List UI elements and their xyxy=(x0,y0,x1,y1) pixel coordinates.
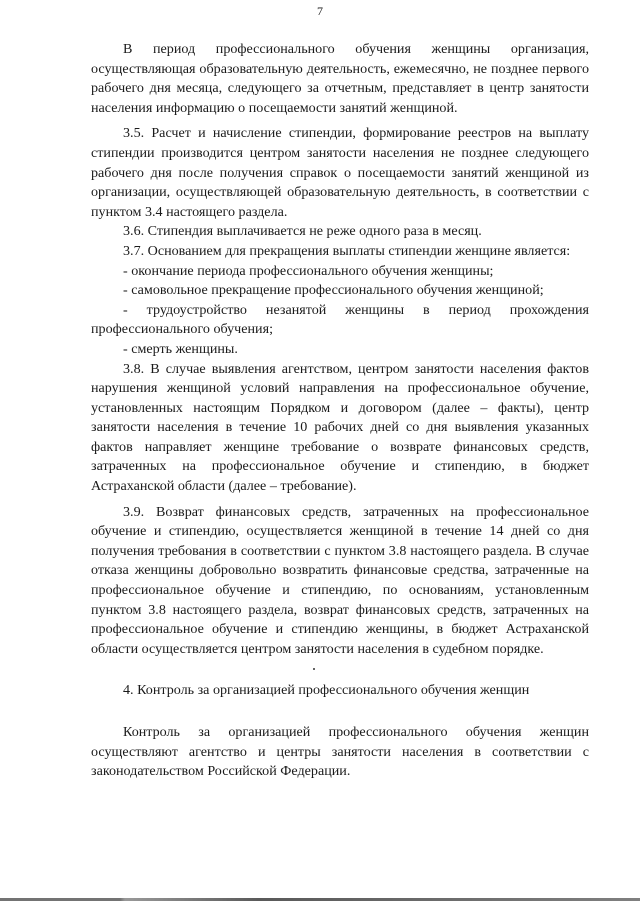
page-number: 7 xyxy=(317,4,323,18)
list-item-death: - смерть женщины. xyxy=(123,340,238,357)
paragraph-3-6: 3.6. Стипендия выплачивается не реже одного раза в месяц. xyxy=(123,223,482,240)
paragraph-3-5: 3.5. Расчет и начисление стипендии, формирование реестров на выплату стипендии производится центром занятости населения не позднее следующего рабочего дня после получения справок о посещаемости занятий женщиной из организации, осуществляющей образовательную деятельность, в соответствии с пунктом 3.4 настоящего раздела. xyxy=(91,125,589,220)
paragraph-3-9: 3.9. Возврат финансовых средств, затраченных на профессиональное обучение и стипендию, осуществляется женщиной в течение 14 дней со дня получения требования в соответствии с пунктом 3.8 настоящего раздела. В случае отказа женщины добровольно возвратить финансовые средства, затраченные на профессиональное обучение и стипендию, по основаниям, установленным пунктом 3.8 настоящего раздела, возврат финансовых средств, затраченных на профессиональное обучение и стипендию женщины, в бюджет Астраханской области осуществляется центром занятости населения в судебном порядке. xyxy=(91,503,589,657)
list-item-employment: - трудоустройство незанятой женщины в период прохождения профессионального обучения; xyxy=(91,301,589,338)
spacer xyxy=(91,701,589,723)
scan-bottom-edge xyxy=(0,898,640,901)
scan-dot xyxy=(313,668,315,670)
paragraph-3-7: 3.7. Основанием для прекращения выплаты стипендии женщине является: xyxy=(123,242,571,259)
list-item-end-of-training: - окончание периода профессионального обучения женщины; xyxy=(123,262,494,279)
paragraph-control: Контроль за организацией профессионального обучения женщин осуществляют агентство и центры занятости населения в соответствии с законодательством Российской Федерации. xyxy=(91,724,589,780)
list-item-self-termination: - самовольное прекращение профессионального обучения женщиной; xyxy=(123,282,544,299)
document-body xyxy=(91,40,589,782)
paragraph-3-8: 3.8. В случае выявления агентством, центром занятости населения фактов нарушения женщиной условий направления на профессиональное обучение, установленных настоящим Порядком и договором (далее – факты), центр занятости населения в течение 10 рабочих дней со дня выявления указанных фактов направляет женщине требование о возврате финансовых средств, затраченных на профессиональное обучение и стипендию, в бюджет Астраханской области (далее – требование). xyxy=(91,360,589,495)
spacer xyxy=(91,659,589,681)
paragraph-attendance-report: В период профессионального обучения женщины организация, осуществляющая образовательную деятельность, ежемесячно, не позднее первого рабочего дня месяца, следующего за отчетным, представляет в центр занятости населения информацию о посещаемости занятий женщиной. xyxy=(91,41,589,116)
section-heading-4: 4. Контроль за организацией профессионального обучения женщин xyxy=(123,682,530,699)
